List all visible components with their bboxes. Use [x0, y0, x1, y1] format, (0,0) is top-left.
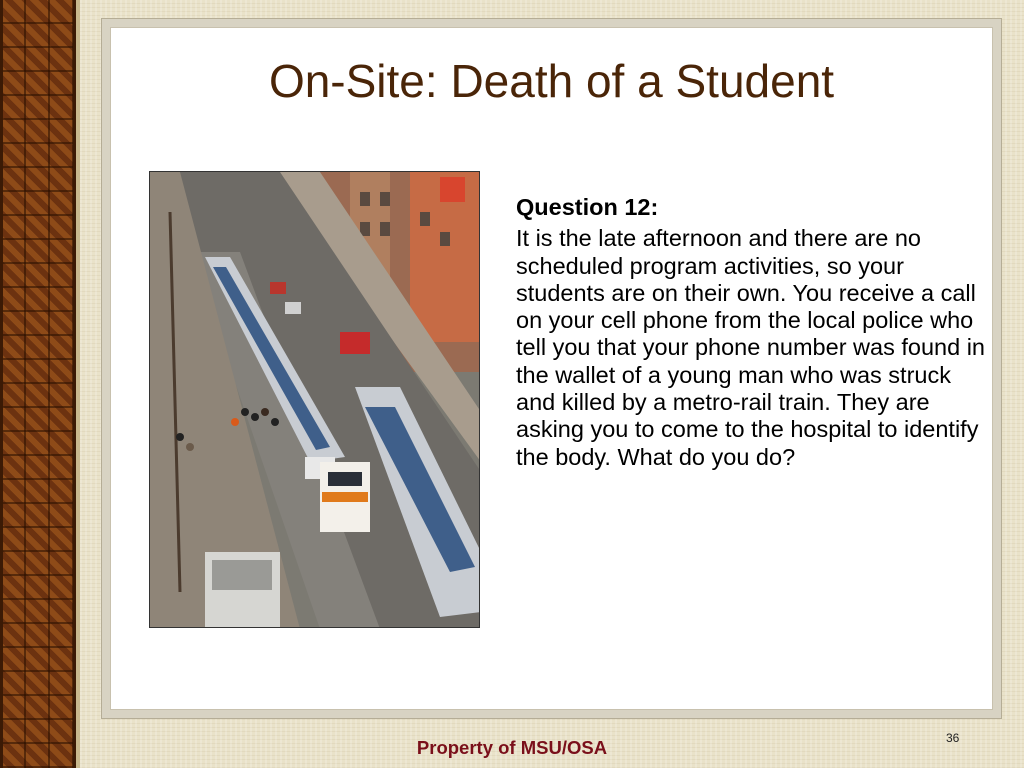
question-label: Question 12: [516, 194, 659, 220]
question-text-block [516, 194, 986, 471]
slide-title: On-Site: Death of a Student [268, 55, 835, 107]
slide-number: 36 [946, 731, 960, 745]
street-scene-photo [149, 171, 480, 628]
slide-frame [101, 18, 1002, 719]
footer-text: Property of MSU/OSA [416, 737, 608, 758]
slide-panel [110, 27, 993, 710]
decorative-border-strip [0, 0, 76, 768]
question-body: It is the late afternoon and there are no scheduled program activities, so your students are on their own. You receive a call on your cell phone from the local police who tell you that your phone number was found in the wallet of a young man who was struck and killed by a metro-rail train. They are asking you to come to the hospital to identify the body. What do you do? [516, 225, 985, 470]
